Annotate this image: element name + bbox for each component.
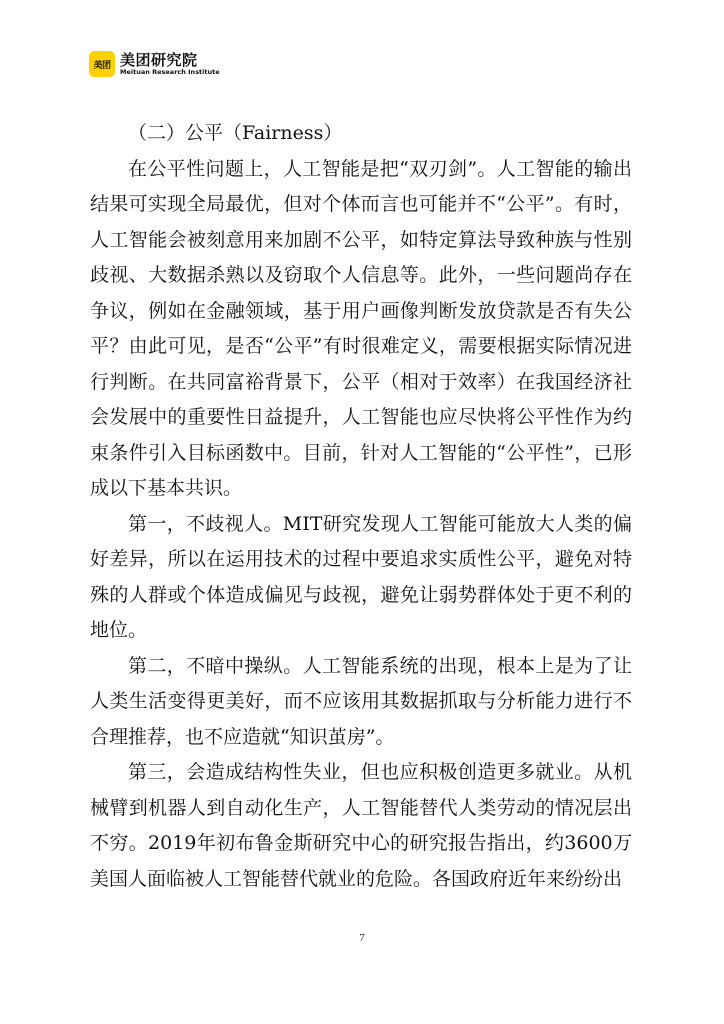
paragraph-point-3: 第三，会造成结构性失业，但也应积极创造更多就业。从机械臂到机器人到自动化生产，人工智能替代人类劳动的情况层出不穷。2019年初布鲁金斯研究中心的研究报告指出，约3600万美国人面临被人工智能替代就业的危险。各国政府近年来纷纷出 [90, 761, 632, 890]
paragraph-intro: 在公平性问题上，人工智能是把“双刃剑”。人工智能的输出结果可实现全局最优，但对个体而言也可能并不“公平”。有时，人工智能会被刻意用来加剧不公平，如特定算法导致种族与性别歧视、大数据杀熟以及窃取个人信息等。此外，一些问题尚存在争议，例如在金融领域，基于用户画像判断发放贷款是否有失公平？由此可见，是否“公平”有时很难定义，需要根据实际情况进行判断。在共同富裕背景下，公平（相对于效率）在我国经济社会发展中的重要性日益提升，人工智能也应尽快将公平性作为约束条件引入目标函数中。目前，针对人工智能的“公平性”，已形成以下基本共识。 [90, 157, 632, 499]
org-name-en: Meituan Research Institute [120, 68, 220, 76]
document-body [90, 116, 632, 897]
paragraph-point-1: 第一，不歧视人。MIT研究发现人工智能可能放大人类的偏好差异，所以在运用技术的过程中要追求实质性公平，避免对特殊的人群或个体造成偏见与歧视，避免让弱势群体处于更不利的地位。 [90, 512, 632, 641]
logo-text-group [120, 52, 220, 76]
page-number: 7 [359, 932, 365, 944]
page-header [89, 50, 220, 78]
meituan-logo-icon: 美团 [89, 51, 115, 77]
org-name-cn: 美团研究院 [120, 51, 198, 69]
section-heading: （二）公平（Fairness） [128, 122, 343, 144]
paragraph-point-2: 第二，不暗中操纵。人工智能系统的出现，根本上是为了让人类生活变得更美好，而不应该用其数据抓取与分析能力进行不合理推荐，也不应造就“知识茧房”。 [90, 654, 632, 748]
